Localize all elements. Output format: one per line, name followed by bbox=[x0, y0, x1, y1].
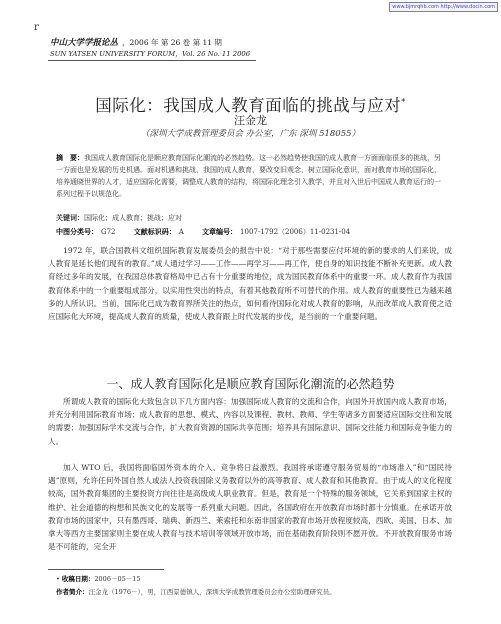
abstract bbox=[56, 152, 446, 200]
keywords-label: 关键词： bbox=[56, 213, 84, 222]
clc-label: 中图分类号： bbox=[56, 227, 98, 236]
abstract-text: 我国成人教育国际化是顺应教育国际化潮流的必然趋势。这一必然趋势使我国的成人教育一方面面临很多的挑战，另一方面也是发展的历史机遇。面对机遇和挑战，我国的成人教育，要改变旧观念，树立国际化意识，面对教育市场的国际化，培养通晓世界的人才，适应国际化需要，调整成人教育的结构，将国际化理念引入教学，并且对入世后中国成人教育运行的一系列过程予以规范化。 bbox=[56, 154, 441, 198]
author-name: 汪金龙 bbox=[234, 114, 267, 127]
section-heading: 一、成人教育国际化是顺应教育国际化潮流的必然趋势 bbox=[106, 377, 395, 391]
footnote-rule bbox=[48, 569, 164, 570]
section-paragraph-2: 加入 WTO 后，我国将面临国外资本的介入、竞争将日益激烈。我国将承诺遵守服务贸易的“市场准入”和“国民待遇”原则，允许任何外国自然人或法人投资我国除义务教育以外的高等教育、成人教育和其他教育。由于成人的文化程度较高，国外教育集团的主要投资方向往往是高级成人职业教育。但是，教育是一个特殊的服务领域，它关系到国家主权的维护、社会道德的构想和民族文化的发展等一系列重大问题。因此，各国政府在开放教育市场时都十分慎重。在承诺开放教育市场的国家中，只有墨西哥、瑞典、新西兰、莱索托和东南非国家的教育市场开放程度较高，西欧、美国、日本、加拿大等西方主要国家则主要在成人教育与技术培训等领域开放市场，而在基础教育阶段则不愿开放。不开放教育服务市场是不可能的，完全开 bbox=[48, 463, 452, 552]
doc-code-value: A bbox=[178, 228, 184, 236]
received-date: 2006－05－15 bbox=[94, 575, 141, 583]
journal-issue-info: ，2006 年 第 26 卷 第 11 期 bbox=[122, 38, 222, 47]
keywords-text: 国际化；成人教育；挑战；应对 bbox=[84, 214, 182, 222]
footnote-author bbox=[56, 587, 336, 596]
author-bio: 汪金龙（1976－），男，江西景德镇人，深圳大学成教管理委员会办公室助理研究员。 bbox=[88, 588, 336, 596]
watermark-stamp: www.bjmrqhb.com http://www.docin.com bbox=[389, 2, 498, 12]
section-paragraph-1: 所谓成人教育的国际化大致包含以下几方面内容：加强国际成人教育的交流和合作，向国外开放国内成人教育市场，并充分利用国际教育市场；成人教育的思想、模式、内容以及课程、教材、教师、学生等诸多方面要适应国际交往和发展的需要；加强国际学术交流与合作，扩大教育资源的国际共享范围；培养具有国际意识、国际交往能力和国际竞争能力的人。 bbox=[48, 397, 452, 446]
journal-header bbox=[50, 36, 222, 48]
article-title-text: 国际化：我国成人教育面临的挑战与应对 bbox=[95, 96, 402, 115]
received-label: 收稿日期： bbox=[61, 575, 95, 583]
doc-code-label: 文献标识码： bbox=[133, 227, 176, 236]
header-rule bbox=[48, 60, 256, 61]
article-number-label: 文章编号： bbox=[202, 227, 238, 236]
keywords bbox=[56, 213, 182, 223]
journal-name-english: SUN YATSEN UNIVERSITY FORUM，Vol. 26 No. 11 2006 bbox=[50, 50, 251, 58]
article-number-value: 1007-1792（2006）11-0231-04 bbox=[240, 228, 351, 236]
title-footnote-mark: * bbox=[401, 97, 406, 107]
author-affiliation: （深圳大学成教管理委员会 办公室，广东 深圳 518055） bbox=[140, 129, 361, 139]
abstract-label: 摘 要： bbox=[56, 153, 84, 162]
author-bio-label: 作者简介： bbox=[56, 588, 89, 596]
journal-name: 中山大学学报论丛 bbox=[50, 38, 119, 48]
clc-value: G72 bbox=[101, 228, 116, 236]
margin-mark: r bbox=[34, 22, 39, 33]
intro-paragraph: 1972 年，联合国教科文组织国际教育发展委员会的报告中说：“对于那些需要应付环境的新的要求的人们来说，成人教育是延长他们现有的教育。”成人通过学习——工作——再学习——再工作，使自身的知识技能不断补充更新。成人教育经过多年的发展，在我国总体教育格局中已占有十分重要的地位，成为国民教育体系中的重要一环。成人教育作为我国教育体系中的一个重要组成部分，以实用性突出的特点，有着其他教育所不可替代的作用。成人教育的重要性已为越来越多的人所认识。当前，国际化已成为教育界所关注的热点，如何看待国际化对成人教育的影响，从而改革成人教育使之适应国际化大环境，提高成人教育的质量，使成人教育跟上时代发展的步伐，是当前的一个重要问题。 bbox=[48, 246, 452, 322]
footnote-received: • 收稿日期：2006－05－15 bbox=[56, 575, 141, 583]
classification-line bbox=[56, 227, 350, 237]
